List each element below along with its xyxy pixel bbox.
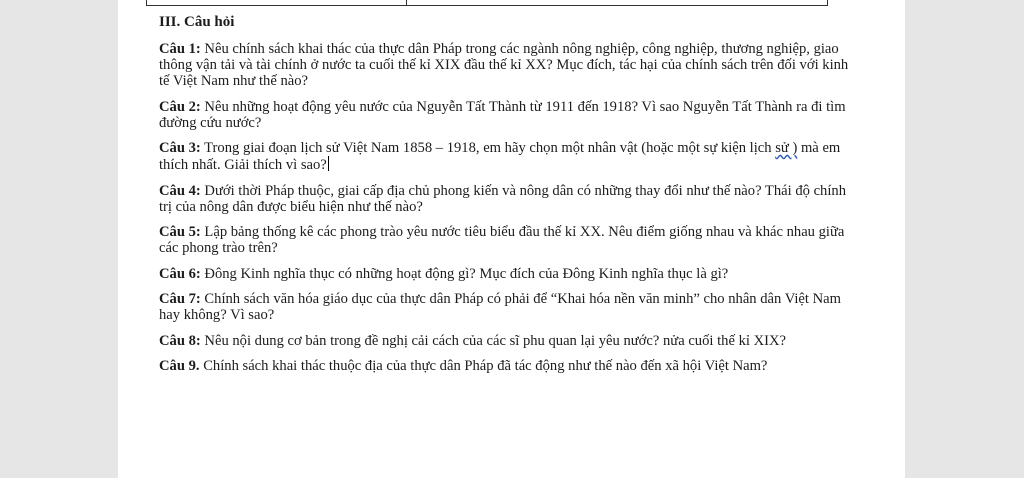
text-cursor <box>328 156 329 171</box>
question-text: Nêu chính sách khai thác của thực dân Pháp trong các ngành nông nghiệp, công nghiệp, thương nghiệp, giao thông vận tải và tài chính ở nước ta cuối thế kỉ XIX đầu thế kỉ XX? Mục đích, tác hại của chính sách trên đối với kinh tế Việt Nam như thế nào? <box>159 41 849 89</box>
document-page[interactable] <box>118 0 905 478</box>
workspace-left-margin <box>0 0 118 478</box>
question-text: Trong giai đoạn lịch sử Việt Nam 1858 – 1918, em hãy chọn một nhân vật (hoặc một sự kiện lịch <box>204 140 776 156</box>
question-label: Câu 7: <box>159 291 201 307</box>
question-text: Nêu nội dung cơ bản trong đề nghị cải cách của các sĩ phu quan lại yêu nước? nửa cuối thế kỉ XIX? <box>204 332 786 349</box>
question-label: Câu 2: <box>159 98 201 115</box>
question-text: Dưới thời Pháp thuộc, giai cấp địa chủ phong kiến và nông dân có những thay đổi như thế nào? Thái độ chính trị của nông dân được biểu hiện như thế nào? <box>159 182 846 215</box>
question-text: Đông Kinh nghĩa thục có những hoạt động gì? Mục đích của Đông Kinh nghĩa thục là gì? <box>204 265 729 282</box>
question-8 <box>159 333 859 349</box>
question-label: Câu 4: <box>159 182 201 199</box>
question-label: Câu 6: <box>159 265 201 282</box>
question-label: Câu 3: <box>159 140 201 156</box>
question-7 <box>159 291 859 323</box>
question-9 <box>159 358 859 374</box>
question-label: Câu 5: <box>159 224 201 240</box>
question-text: Nêu những hoạt động yêu nước của Nguyễn Tất Thành từ 1911 đến 1918? Vì sao Nguyễn Tất Thành ra đi tìm đường cứu nước? <box>159 98 846 131</box>
question-6 <box>159 266 859 282</box>
question-text: Lập bảng thống kê các phong trào yêu nước tiêu biểu đầu thế kỉ XX. Nêu điểm giống nhau và khác nhau giữa các phong trào trên? <box>159 224 845 256</box>
question-text: Chính sách văn hóa giáo dục của thực dân Pháp có phải để “Khai hóa nền văn minh” cho nhân dân Việt Nam hay không? Vì sao? <box>159 291 841 323</box>
spellcheck-underline[interactable]: sử ) <box>775 140 798 156</box>
question-3 <box>159 140 859 173</box>
question-2 <box>159 99 859 131</box>
question-label: Câu 8: <box>159 332 201 349</box>
question-1 <box>159 41 859 89</box>
table-cell-divider <box>406 0 407 5</box>
question-text: mà em thích nhất. Giải thích vì sao? <box>159 140 841 173</box>
question-5 <box>159 224 859 256</box>
question-4 <box>159 183 859 215</box>
section-heading: III. Câu hỏi <box>159 14 235 30</box>
document-body[interactable] <box>159 13 859 384</box>
question-label: Câu 9. <box>159 358 200 374</box>
question-text: Chính sách khai thác thuộc địa của thực dân Pháp đã tác động như thế nào đến xã hội Việt Nam? <box>203 358 768 374</box>
table-bottom-edge <box>146 0 828 6</box>
workspace-right-margin <box>905 0 1024 478</box>
question-label: Câu 1: <box>159 41 201 57</box>
